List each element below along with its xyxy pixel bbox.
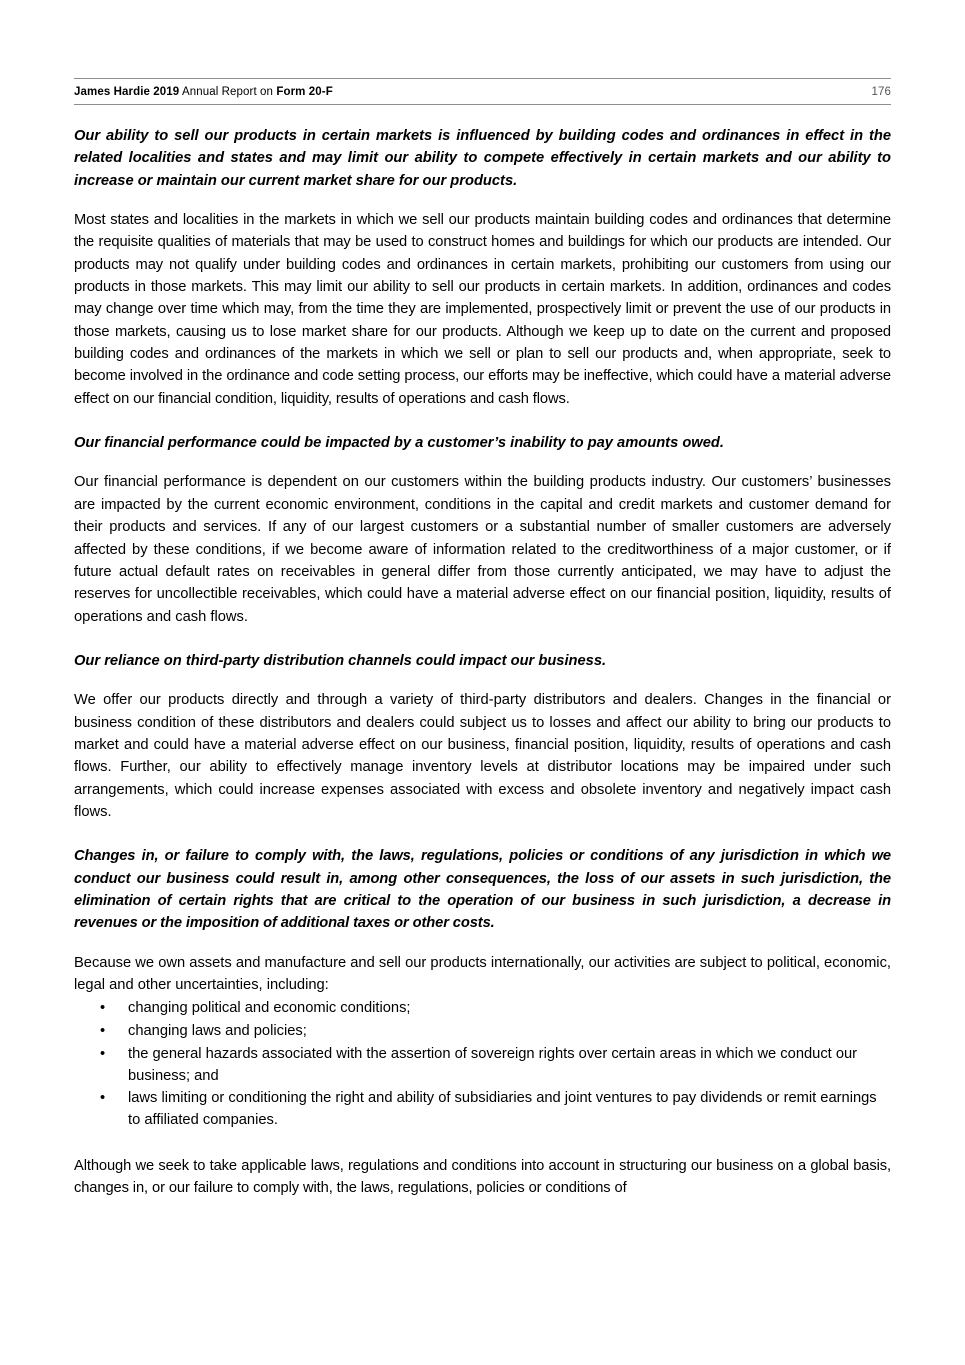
section-paragraph-2: Our financial performance is dependent on our customers within the building products industry. Our customers’ businesses are impacted by the current economic environment, conditions in the capital and credit markets and customer demand for their products and services. If any of our largest customers or a substantial number of smaller customers are adversely affected by these conditions, if we become aware of information related to the creditworthiness of a major customer, or if future actual default rates on receivables in general differ from those currently anticipated, we may have to adjust the reserves for uncollectible receivables, which could have a material adverse effect on our financial position, liquidity, results of operations and cash flows. [74,474,891,625]
section-heading-2: Our financial performance could be impacted by a customer’s inability to pay amounts owed. [74,435,724,452]
bullet-icon: • [100,1023,106,1040]
list-item [100,1044,891,1088]
closing-paragraph: Although we seek to take applicable laws, regulations and conditions into account in structuring our business on a global basis, changes in, or our failure to comply with, the laws, regulations, policies or conditions of [74,1157,891,1197]
section-heading-3: Our reliance on third-party distribution channels could impact our business. [74,652,607,669]
list-item [100,1088,891,1132]
spacer [74,1133,891,1155]
header-form: Form 20-F [276,86,333,98]
section-paragraph-4: Because we own assets and manufacture and sell our products internationally, our activities are subject to political, economic, legal and other uncertainties, including: [74,954,891,993]
header-title [74,86,333,98]
bullet-icon: • [100,1090,106,1107]
bullet-icon: • [100,1045,106,1062]
spacer [74,823,891,845]
list-item-text: the general hazards associated with the assertion of sovereign rights over certain areas in which we conduct our business; and [128,1045,858,1084]
list-item [100,1021,891,1043]
document-body [74,105,891,1200]
page-number: 176 [871,86,891,98]
section-heading-4: Changes in, or failure to comply with, the laws, regulations, policies or conditions of any jurisdiction in which we conduct our business could result in, among other consequences, the loss of our assets in such jurisdiction, the elimination of certain rights that are critical to the operation of our business in such jurisdiction, a decrease in revenues or the imposition of additional taxes or other costs. [74,848,891,932]
header-report-label: Annual Report on [179,86,277,98]
section-paragraph-3: We offer our products directly and through a variety of third-party distributors and dealers. Changes in the financial or business condition of these distributors and dealers could subject us to losses and affect our ability to bring our products to market and could have a material adverse effect on our business, financial position, liquidity, results of operations and cash flows. Further, our ability to effectively manage inventory levels at distributor locations may be impaired under such arrangements, which could increase expenses associated with excess and obsolete inventory and negatively impact cash flows. [74,692,891,820]
list-item-text: changing political and economic conditions; [128,1000,411,1017]
spacer [74,192,891,209]
spacer [74,454,891,471]
list-item [100,998,891,1020]
spacer [74,935,891,952]
spacer [74,628,891,650]
spacer [74,410,891,432]
header-company: James Hardie 2019 [74,86,180,98]
section-paragraph-1: Most states and localities in the markets in which we sell our products maintain building codes and ordinances that determine the requisite qualities of materials that may be used to construct homes and buildings for which our products are intended. Our products may not qualify under building codes and ordinances in certain markets, prohibiting our customers from using our products in those markets. This may limit our ability to sell our products in certain markets. In addition, ordinances and codes may change over time which may, from the time they are implemented, prospectively limit or prevent the use of our products in those markets, causing us to lose market share for our products. Although we keep up to date on the current and proposed building codes and ordinances of the markets in which we sell or plan to sell our products and, when appropriate, seek to become involved in the ordinance and code setting process, our efforts may be ineffective, which could have a material adverse effect on our financial condition, liquidity, results of operations and cash flows. [74,212,891,407]
page-header [74,78,891,105]
spacer [74,672,891,689]
section-heading-1: Our ability to sell our products in certain markets is influenced by building codes and ordinances in effect in the related localities and states and may limit our ability to compete effectively in certain markets and our ability to increase or maintain our current market share for our products. [74,128,891,189]
list-item-text: laws limiting or conditioning the right and ability of subsidiaries and joint ventures to pay dividends or remit earnings to affiliated companies. [128,1090,877,1129]
bullet-icon: • [100,1000,106,1017]
list-item-text: changing laws and policies; [128,1023,307,1040]
bullet-list [74,998,891,1132]
